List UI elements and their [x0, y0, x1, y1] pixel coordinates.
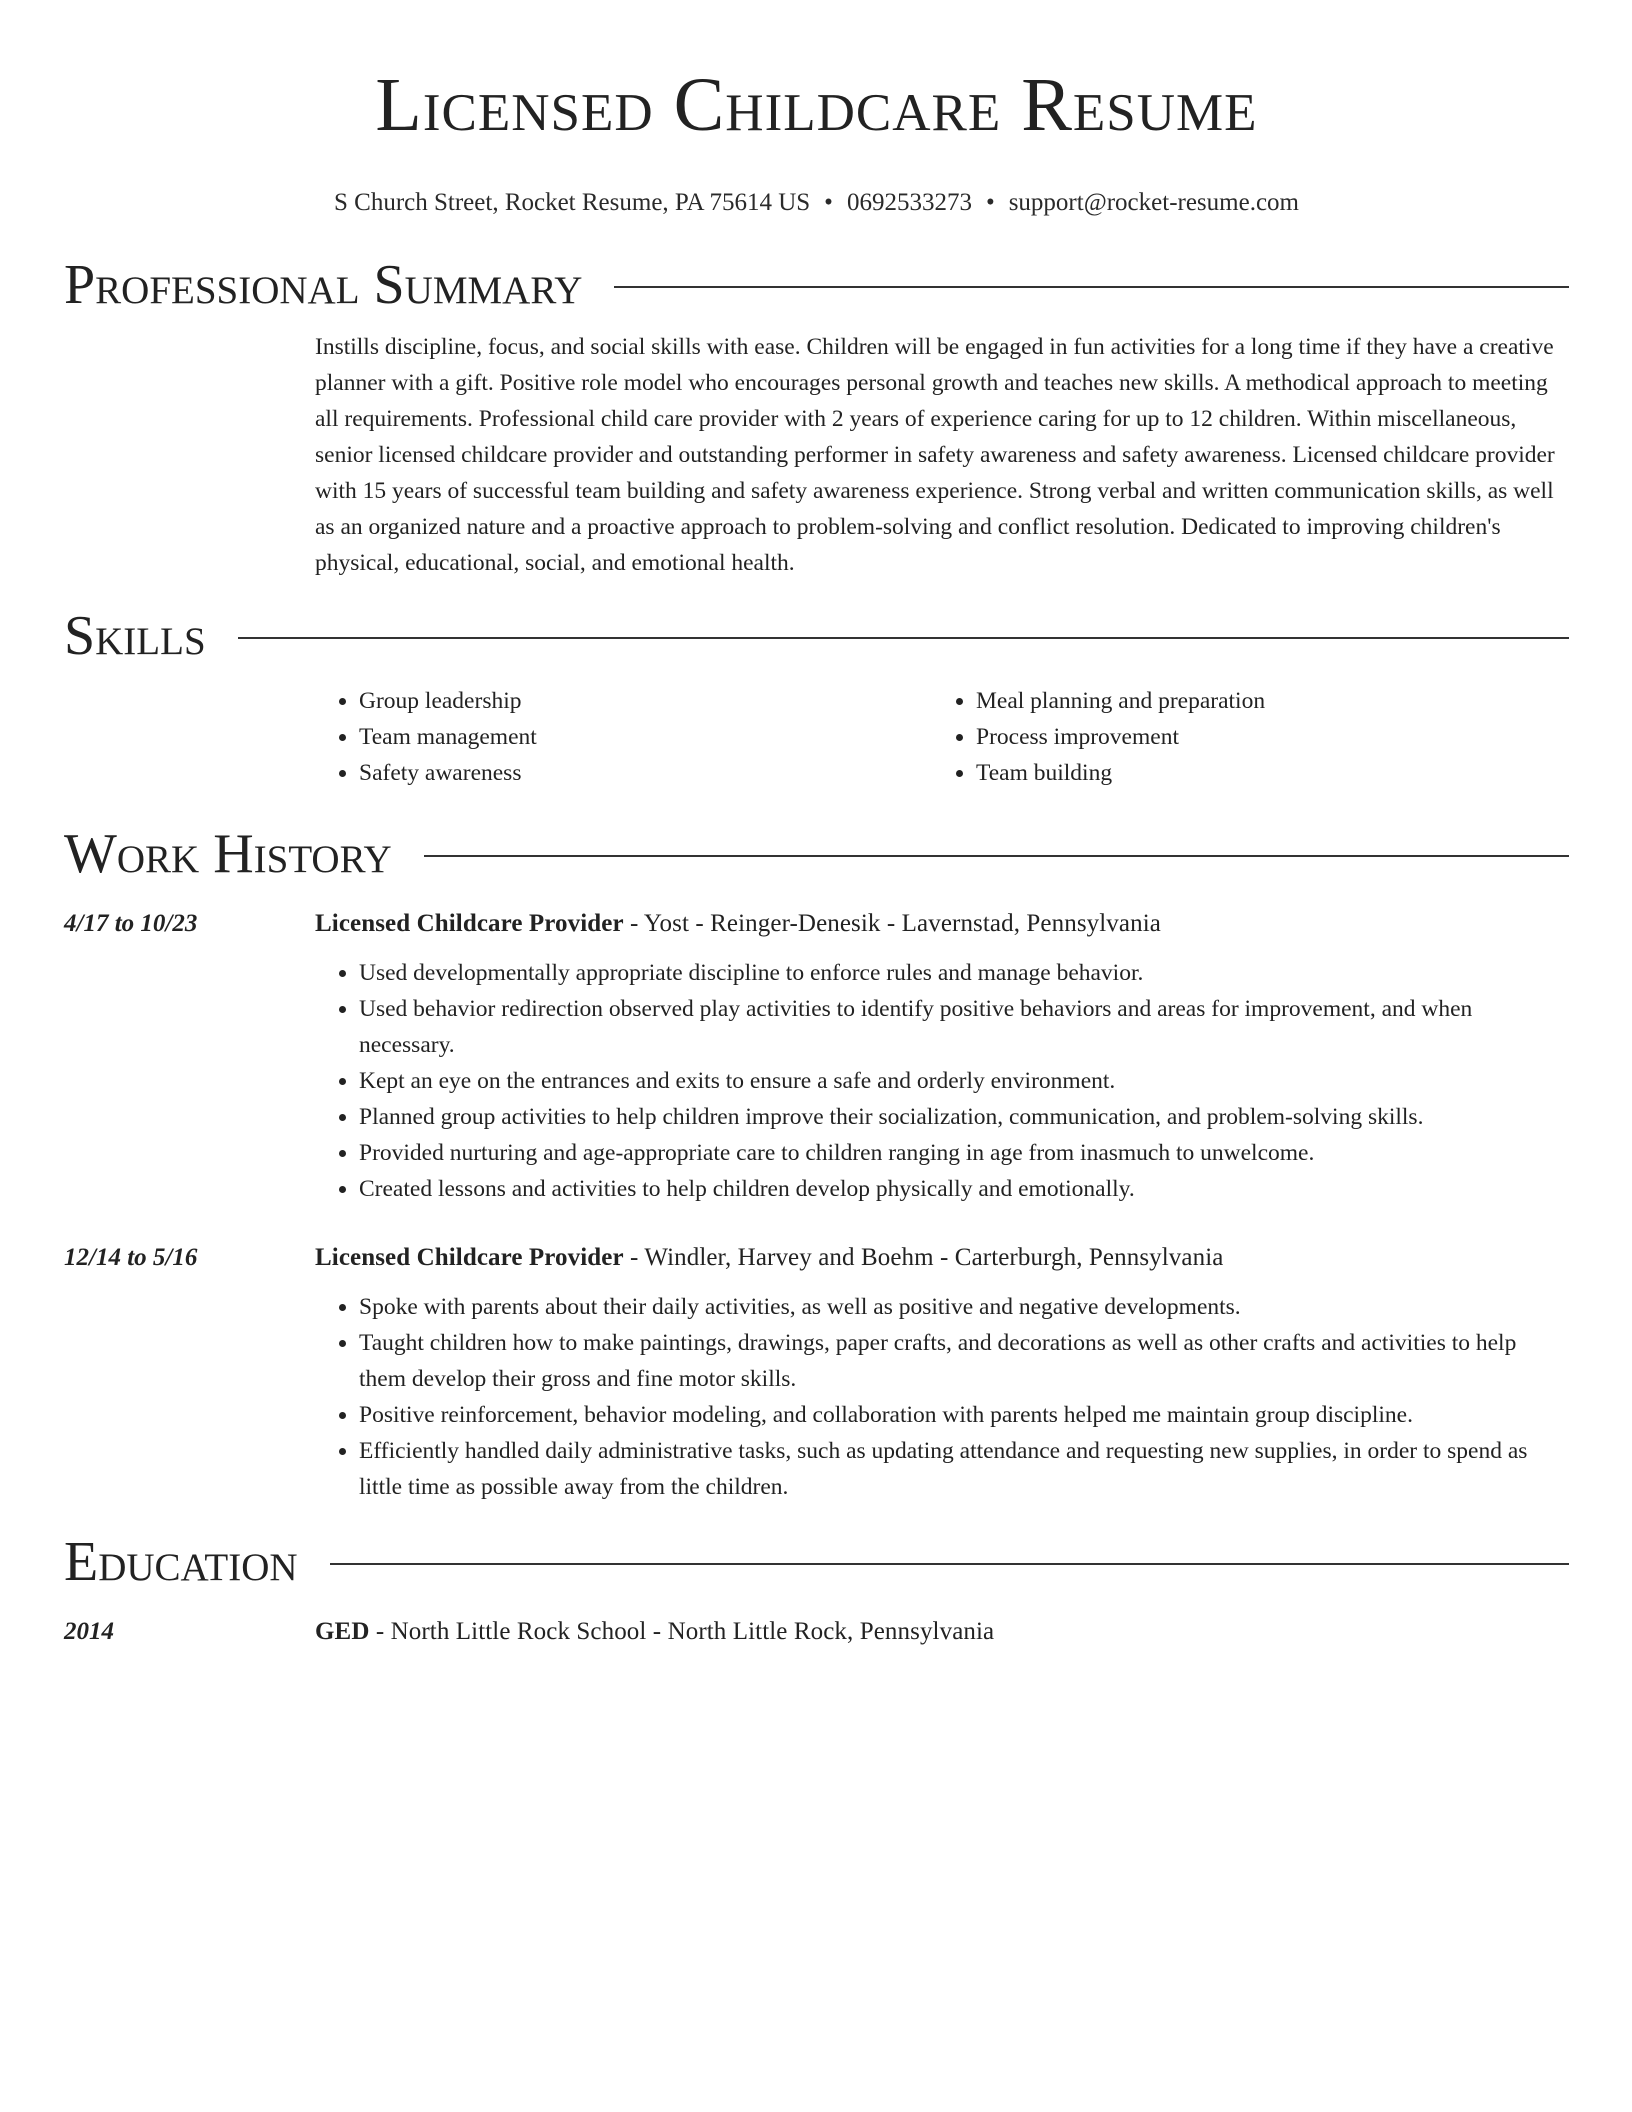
job-org: - Yost - Reinger-Denesik - Lavernstad, Pennsylvania	[623, 910, 1161, 937]
section-divider	[330, 1563, 1569, 1565]
contact-line	[64, 188, 1569, 218]
job-bullet: • Efficiently handled daily administrative tasks, such as updating attendance and requesting new supplies, in order to spend as little time as possible away from the children.	[359, 1433, 1569, 1505]
resume-title: Licensed Childcare Resume	[375, 63, 1258, 147]
job-detail	[315, 905, 1569, 1207]
contact-separator: •	[824, 189, 833, 216]
education-degree: GED	[315, 1618, 370, 1645]
job-bullet: • Taught children how to make paintings, drawings, paper crafts, and decorations as well as other crafts and activities to help them develop their gross and fine motor skills.	[359, 1325, 1569, 1397]
skills-section-header	[64, 603, 1569, 669]
resume-page	[64, 0, 1569, 1651]
summary-heading: Professional Summary	[64, 254, 583, 316]
job-title-line	[315, 905, 1569, 943]
section-divider	[424, 855, 1569, 857]
contact-separator: •	[985, 189, 995, 216]
contact-address: S Church Street, Rocket Resume, PA 75614 US	[334, 189, 811, 216]
skill-item: • Group leadership	[359, 683, 932, 719]
skill-item: • Team building	[976, 755, 1549, 791]
education-line	[315, 1613, 1569, 1651]
job-title: Licensed Childcare Provider	[315, 1244, 624, 1271]
job-bullets	[315, 943, 1569, 1207]
skill-item: • Meal planning and preparation	[976, 683, 1549, 719]
education-school: - North Little Rock School - North Little Rock, Pennsylvania	[369, 1618, 995, 1645]
job-bullet: • Created lessons and activities to help children develop physically and emotionally.	[359, 1171, 1569, 1207]
skill-item: • Safety awareness	[359, 755, 932, 791]
education-detail	[315, 1613, 1569, 1651]
education-year: 2014	[64, 1618, 114, 1645]
job-bullet: • Kept an eye on the entrances and exits to ensure a safe and orderly environment.	[359, 1063, 1569, 1099]
job-bullet: • Spoke with parents about their daily activities, as well as positive and negative developments.	[359, 1289, 1569, 1325]
job-bullet: • Positive reinforcement, behavior modeling, and collaboration with parents helped me maintain group discipline.	[359, 1397, 1569, 1433]
skill-item: • Team management	[359, 719, 932, 755]
work-section-header	[64, 821, 1569, 887]
education-section-header	[64, 1529, 1569, 1595]
education-heading: Education	[64, 1531, 298, 1593]
skills-column-right	[932, 683, 1549, 791]
section-divider	[614, 286, 1569, 288]
section-divider	[238, 637, 1569, 639]
job-detail	[315, 1239, 1569, 1505]
education-entry	[64, 1613, 1569, 1651]
job-title-line	[315, 1239, 1569, 1277]
skills-list	[315, 669, 1569, 791]
summary-body	[315, 318, 1569, 581]
contact-email: support@rocket-resume.com	[1008, 189, 1299, 216]
contact-phone: 0692533273	[846, 189, 972, 216]
skill-item: • Process improvement	[976, 719, 1549, 755]
job-title: Licensed Childcare Provider	[315, 910, 624, 937]
skills-column-left	[315, 683, 932, 791]
job-bullet: • Provided nurturing and age-appropriate care to children ranging in age from inasmuch to unwelcome.	[359, 1135, 1569, 1171]
job-bullets	[315, 1277, 1569, 1505]
job-entry	[64, 1239, 1569, 1505]
job-bullet: • Planned group activities to help children improve their socialization, communication, and problem-solving skills.	[359, 1099, 1569, 1135]
job-entry	[64, 905, 1569, 1207]
job-org: - Windler, Harvey and Boehm - Carterburgh, Pennsylvania	[623, 1244, 1224, 1271]
work-heading: Work History	[64, 823, 392, 885]
job-bullet: • Used developmentally appropriate discipline to enforce rules and manage behavior.	[359, 955, 1569, 991]
skills-heading: Skills	[64, 605, 206, 667]
summary-section-header	[64, 252, 1569, 318]
summary-text: Instills discipline, focus, and social skills with ease. Children will be engaged in fun activities for a long time if they have a creative planner with a gift. Positive role model who encourages personal growth and teaches new skills. A methodical approach to meeting all requirements. Professional child care provider with 2 years of experience caring for up to 12 children. Within miscellaneous, senior licensed childcare provider and outstanding performer in safety awareness and safety awareness. Licensed childcare provider with 15 years of successful team building and safety awareness experience. Strong verbal and written communication skills, as well as an organized nature and a proactive approach to problem-solving and conflict resolution. Dedicated to improving children's physical, educational, social, and emotional health.	[315, 334, 1555, 576]
job-bullet: • Used behavior redirection observed play activities to identify positive behaviors and areas for improvement, and when necessary.	[359, 991, 1569, 1063]
job-dates: 12/14 to 5/16	[64, 1244, 198, 1271]
job-dates: 4/17 to 10/23	[64, 910, 198, 937]
